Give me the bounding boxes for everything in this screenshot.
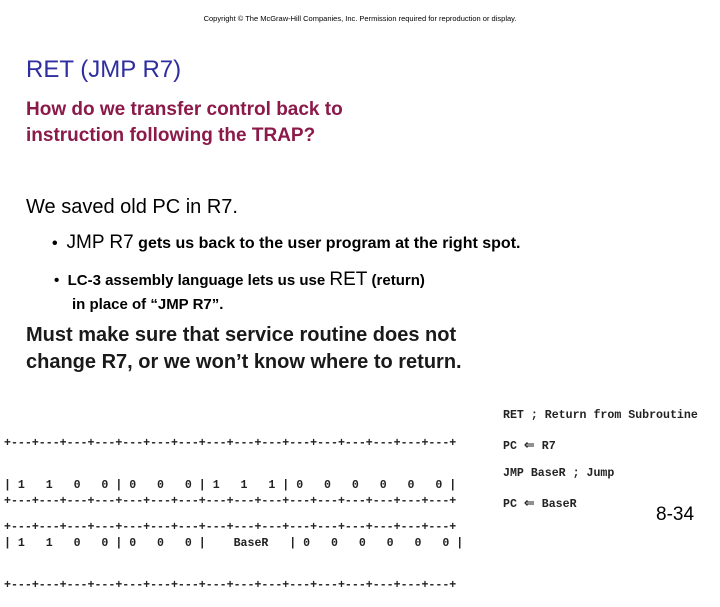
jmp-effect-src: BaseR <box>541 498 577 511</box>
jmp-label: JMP BaseR ; Jump <box>503 467 615 480</box>
jmp-effect <box>503 496 577 511</box>
left-arrow-icon: ⇐ <box>523 496 535 511</box>
jmp-encoding <box>4 467 463 607</box>
ret-effect-src: R7 <box>541 440 556 453</box>
warning-line-1: Must make sure that service routine does not <box>26 324 457 346</box>
ret-encoding-bottom-border: +---+---+---+---+---+---+---+---+---+---+---+---+---+---+---+---+ <box>4 521 457 534</box>
bullet2-post: (return) <box>367 272 425 289</box>
bullet-dot: • <box>54 272 68 289</box>
bullet1-code: JMP R7 <box>66 232 134 253</box>
bullet1-text: gets us back to the user program at the right spot. <box>133 235 521 252</box>
copyright-notice: Copyright © The McGraw-Hill Companies, Inc. Permission required for reproduction or display. <box>203 14 517 23</box>
jmp-encoding-bits: | 1 1 0 0 | 0 0 0 | BaseR | 0 0 0 0 0 0 | <box>4 537 464 550</box>
saved-pc-text: We saved old PC in R7. <box>26 196 238 218</box>
bullet2-code: RET <box>329 269 368 290</box>
bullet-dot: • <box>52 235 67 252</box>
bullet2-pre: LC-3 assembly language lets us use <box>67 272 330 289</box>
ret-label: RET ; Return from Subroutine <box>503 409 698 422</box>
slide-subtitle <box>26 97 343 149</box>
slide-title: RET (JMP R7) <box>26 56 182 83</box>
jmp-encoding-top-border: +---+---+---+---+---+---+---+---+---+---+---+---+---+---+---+---+ <box>4 495 457 508</box>
warning-text <box>26 322 462 376</box>
left-arrow-icon: ⇐ <box>523 438 535 453</box>
subtitle-line-2: instruction following the TRAP? <box>26 125 316 146</box>
subtitle-line-1: How do we transfer control back to <box>26 99 343 120</box>
bullet-jmp-r7 <box>52 232 520 254</box>
jmp-effect-pc: PC <box>503 498 517 511</box>
bullet-ret <box>54 268 425 317</box>
ret-effect <box>503 438 556 453</box>
ret-encoding-top-border: +---+---+---+---+---+---+---+---+---+---+---+---+---+---+---+---+ <box>4 437 457 450</box>
ret-encoding-bits: | 1 1 0 0 | 0 0 0 | 1 1 1 | 0 0 0 0 0 0 | <box>4 479 457 492</box>
bullet2-line2: in place of “JMP R7”. <box>72 296 224 313</box>
ret-effect-pc: PC <box>503 440 517 453</box>
page-number: 8-34 <box>656 504 695 525</box>
jmp-encoding-bottom-border: +---+---+---+---+---+---+---+---+---+---+---+---+---+---+---+---+ <box>4 579 457 592</box>
warning-line-2: change R7, or we won’t know where to return. <box>26 351 462 373</box>
